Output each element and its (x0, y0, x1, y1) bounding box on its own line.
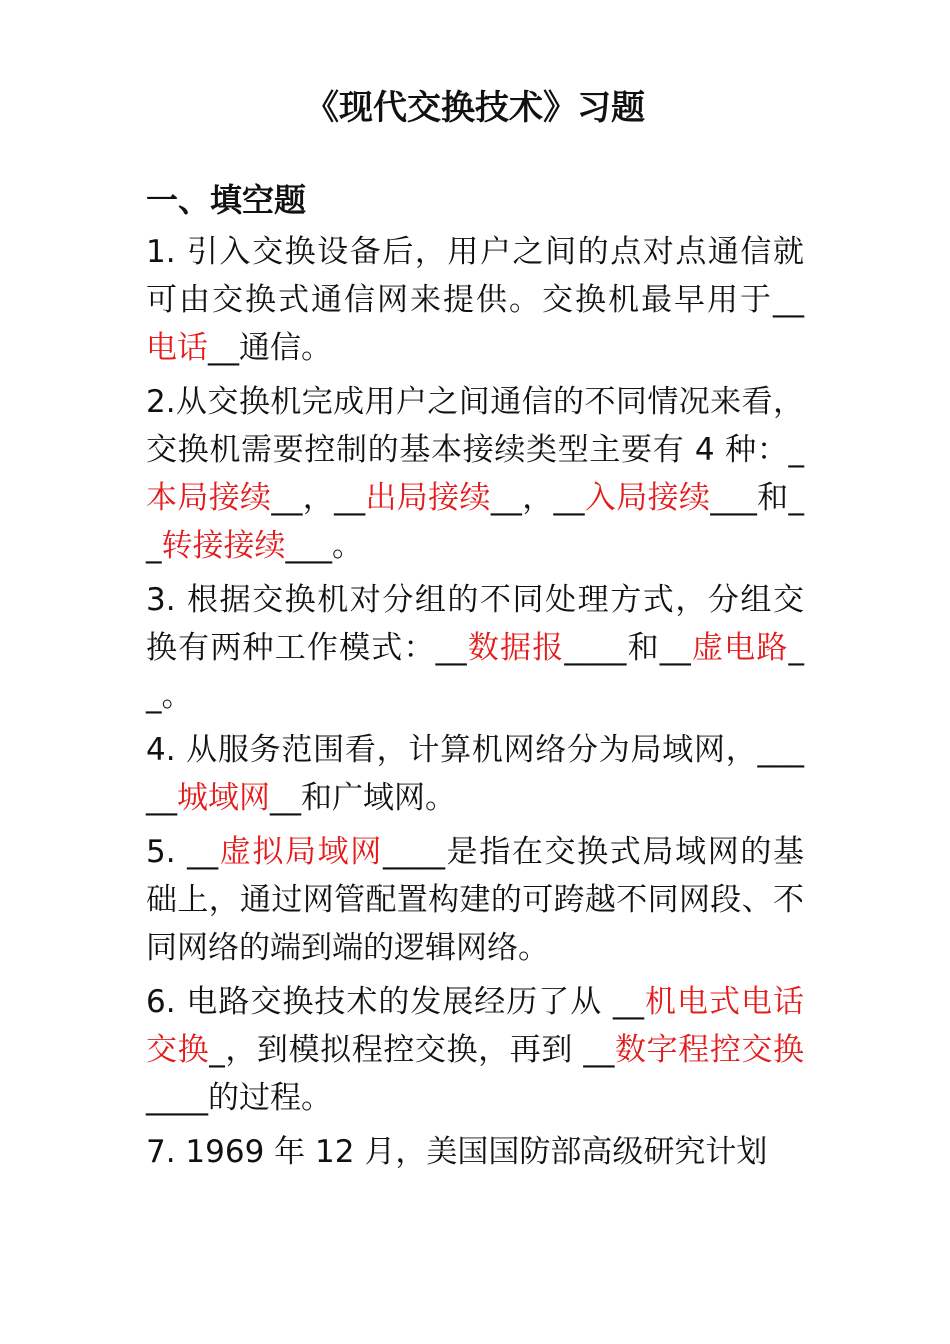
answer-text: 转接接续 (161, 528, 286, 564)
question-6: 6. 电路交换技术的发展经历了从 __机电式电话交换_，到模拟程控交换，再到 __数字程控交换____的过程。 (146, 984, 805, 1116)
answer-text: 数字程控交换 (614, 1032, 805, 1068)
answer-text: 出局接续 (365, 480, 491, 516)
answer-text: 虚拟局域网 (218, 834, 383, 870)
question-7: 7. 1969 年 12 月，美国国防部高级研究计划 (146, 1134, 768, 1170)
question-5: 5. __虚拟局域网____是指在交换式局域网的基础上，通过网管配置构建的可跨越不同网段、不同网络的端到端的逻辑网络。 (146, 834, 805, 966)
question-list (146, 228, 804, 1182)
question-4: 4. 从服务范围看，计算机网络分为局域网，_____城域网__和广域网。 (146, 732, 804, 816)
section-heading-fill-in-blank: 一、填空题 (146, 181, 307, 219)
answer-text: 本局接续 (146, 480, 272, 516)
answer-text: 虚电路 (690, 630, 789, 666)
answer-text: 数据报 (466, 630, 565, 666)
document-title: 《现代交换技术》习题 (305, 88, 645, 128)
answer-text: 城域网 (177, 780, 270, 816)
answer-text: 电话 (146, 330, 208, 366)
question-2: 2.从交换机完成用户之间通信的不同情况来看，交换机需要控制的基本接续类型主要有 4 种：_本局接续__，__出局接续__，__入局接续___和__转接接续___。 (146, 384, 805, 564)
question-1: 1. 引入交换设备后，用户之间的点对点通信就可由交换式通信网来提供。交换机最早用于__ 电话__通信。 (146, 234, 804, 366)
answer-text: 机电式电话交换 (146, 984, 804, 1068)
answer-text: 入局接续 (584, 480, 711, 516)
question-3: 3. 根据交换机对分组的不同处理方式，分组交换有两种工作模式：__数据报____和__虚电路__。 (146, 582, 805, 714)
